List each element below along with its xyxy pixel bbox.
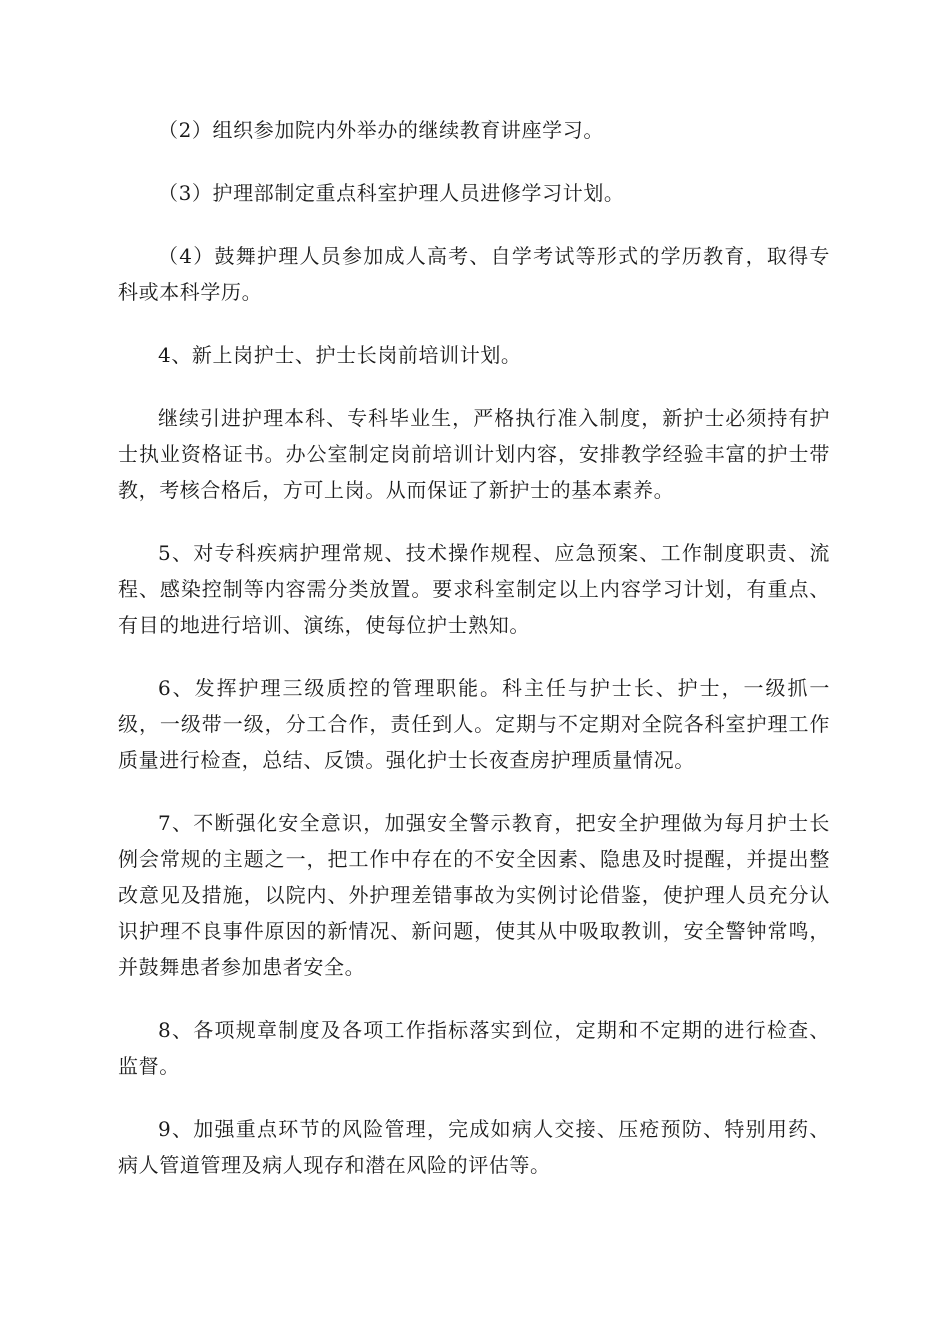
paragraph-item-9: 9、加强重点环节的风险管理，完成如病人交接、压疮预防、特别用药、病人管道管理及病人现存和潜在风险的评估等。 xyxy=(118,1117,830,1177)
paragraph-advanced-study-plan: （3）护理部制定重点科室护理人员进修学习计划。 xyxy=(158,181,625,205)
paragraph-item-7: 7、不断强化安全意识，加强安全警示教育，把安全护理做为每月护士长例会常规的主题之一，把工作中存在的不安全因素、隐患及时提醒，并提出整改意见及措施，以院内、外护理差错事故为实例讨论借鉴，使护理人员充分认识护理不良事件原因的新情况、新问题，使其从中吸取教训，安全警钟常鸣，并鼓舞患者参加患者安全。 xyxy=(118,811,830,979)
paragraph-item-6: 6、发挥护理三级质控的管理职能。科主任与护士长、护士，一级抓一级，一级带一级，分工合作，责任到人。定期与不定期对全院各科室护理工作质量进行检查，总结、反馈。强化护士长夜查房护理质量情况。 xyxy=(118,676,830,772)
paragraph-item-4-heading: 4、新上岗护士、护士长岗前培训计划。 xyxy=(158,343,522,367)
paragraph-new-nurse-training: 继续引进护理本科、专科毕业生，严格执行准入制度，新护士必须持有护士执业资格证书。办公室制定岗前培训计划内容，安排教学经验丰富的护士带教，考核合格后，方可上岗。从而保证了新护士的基本素养。 xyxy=(118,406,830,502)
paragraph-item-8: 8、各项规章制度及各项工作指标落实到位，定期和不定期的进行检查、监督。 xyxy=(118,1018,830,1078)
paragraph-continuing-education-lectures: （2）组织参加院内外举办的继续教育讲座学习。 xyxy=(158,118,604,142)
paragraph-item-5: 5、对专科疾病护理常规、技术操作规程、应急预案、工作制度职责、流程、感染控制等内容需分类放置。要求科室制定以上内容学习计划，有重点、有目的地进行培训、演练，使每位护士熟知。 xyxy=(118,541,830,637)
document-body xyxy=(118,112,830,1210)
paragraph-degree-education: （4）鼓舞护理人员参加成人高考、自学考试等形式的学历教育，取得专科或本科学历。 xyxy=(118,244,830,304)
